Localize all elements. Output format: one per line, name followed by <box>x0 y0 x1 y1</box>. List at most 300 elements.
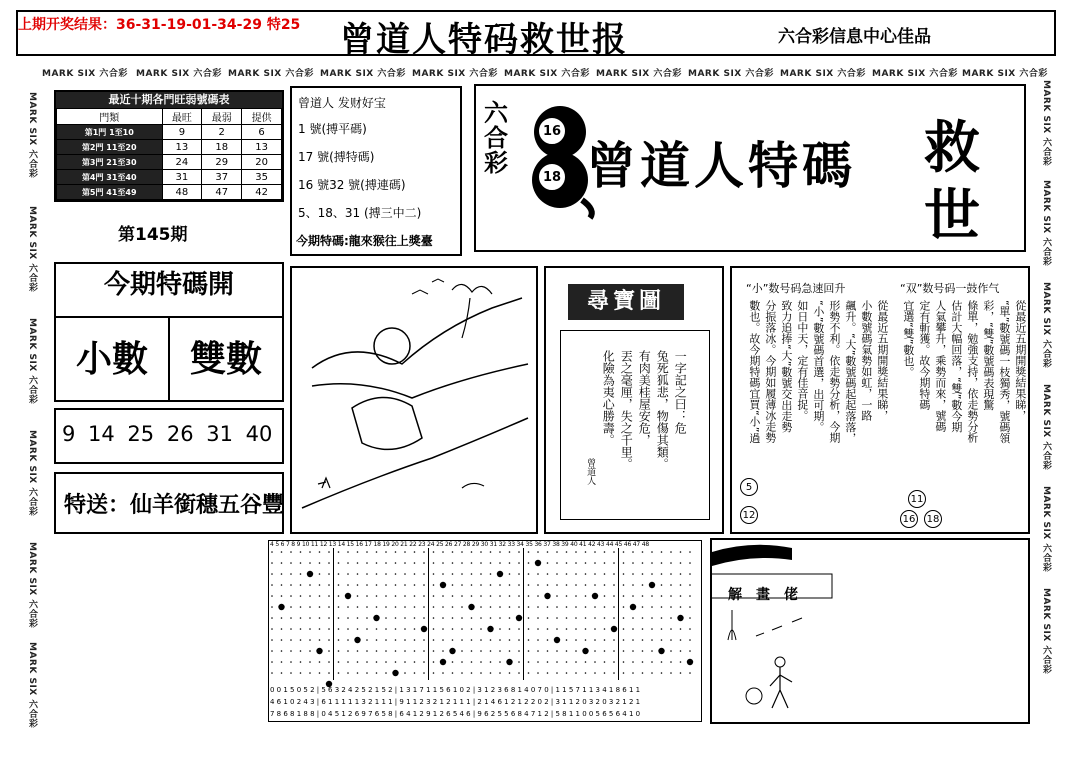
watermark-left-6: MARK SIX 六合彩 <box>27 642 37 728</box>
grid-dot <box>642 661 644 663</box>
analysis-line: 人氣攀升，乘勢而來，號碼 <box>933 300 947 432</box>
grid-dot <box>661 661 663 663</box>
grid-dot <box>328 672 330 674</box>
grid-dot <box>309 639 311 641</box>
grid-dot <box>376 661 378 663</box>
grid-dot <box>300 628 302 630</box>
grid-dot <box>414 650 416 652</box>
grid-dot <box>594 562 596 564</box>
grid-dot <box>471 617 473 619</box>
grid-dot <box>442 606 444 608</box>
grid-dot <box>566 661 568 663</box>
grid-dot <box>632 595 634 597</box>
special-code-open-title: 今期特碼開 <box>103 270 234 300</box>
grid-dot <box>556 628 558 630</box>
grid-dot <box>518 573 520 575</box>
grid-dot <box>642 650 644 652</box>
grid-dot <box>357 584 359 586</box>
grid-dot <box>499 628 501 630</box>
grid-mark <box>487 626 493 632</box>
grid-dot <box>385 672 387 674</box>
grid-dot <box>328 562 330 564</box>
grid-dot <box>366 628 368 630</box>
grid-dot <box>338 617 340 619</box>
analysis-line: 如日中天，定有佳音捉。 <box>795 300 809 421</box>
grid-dot <box>328 617 330 619</box>
previous-result: 上期开奖结果：36-31-19-01-34-29 特25 <box>18 17 301 33</box>
grid-dot <box>271 628 273 630</box>
grid-mark <box>611 626 617 632</box>
grid-dot <box>594 628 596 630</box>
grid-dot <box>290 606 292 608</box>
grid-dot <box>528 551 530 553</box>
grid-dot <box>395 617 397 619</box>
grid-dot <box>347 650 349 652</box>
grid-dot <box>423 606 425 608</box>
grid-dot <box>490 573 492 575</box>
grid-dot <box>661 672 663 674</box>
grid-dot <box>556 551 558 553</box>
grid-dot <box>414 584 416 586</box>
treasure-map-title: 尋寶圖 <box>568 284 684 320</box>
grid-dot <box>556 617 558 619</box>
grid-dot <box>499 672 501 674</box>
grid-dot <box>309 606 311 608</box>
grid-dot <box>480 595 482 597</box>
grid-dot <box>642 639 644 641</box>
grid-dot <box>281 628 283 630</box>
grid-dot <box>594 606 596 608</box>
grid-dot <box>471 595 473 597</box>
grid-mark <box>449 648 455 654</box>
grid-dot <box>490 584 492 586</box>
logo-main-title: 曾道人特碼 <box>586 136 856 195</box>
grid-dot <box>613 573 615 575</box>
grid-dot <box>366 595 368 597</box>
grid-dot <box>623 606 625 608</box>
grid-dot <box>680 595 682 597</box>
grid-dot <box>309 584 311 586</box>
grid-dot <box>623 551 625 553</box>
grid-dot <box>338 562 340 564</box>
grid-dot <box>366 650 368 652</box>
grid-dot <box>632 562 634 564</box>
grid-dot <box>385 661 387 663</box>
watermark-top-4: MARK SIX 六合彩 <box>320 69 406 79</box>
grid-dot <box>319 595 321 597</box>
grid-dot <box>376 551 378 553</box>
table-cell: 6 <box>242 125 282 140</box>
tips-line: 1 號(搏平碼) <box>298 122 367 136</box>
gate-label: 第2門 11至20 <box>57 140 163 155</box>
grid-dot <box>613 617 615 619</box>
grid-dot <box>585 595 587 597</box>
grid-dot <box>357 573 359 575</box>
grid-dot <box>604 551 606 553</box>
grid-mark <box>307 571 313 577</box>
grid-dot <box>347 639 349 641</box>
grid-dot <box>480 551 482 553</box>
grid-dot <box>471 551 473 553</box>
grid-dot <box>604 617 606 619</box>
grid-dot <box>689 628 691 630</box>
grid-dot <box>566 551 568 553</box>
grid-dot <box>575 617 577 619</box>
grid-mark <box>658 648 664 654</box>
grid-dot <box>547 551 549 553</box>
grid-dot <box>651 595 653 597</box>
grid-dot <box>433 639 435 641</box>
grid-dot <box>499 650 501 652</box>
grid-dot <box>385 606 387 608</box>
grid-dot <box>566 650 568 652</box>
grid-dot <box>556 584 558 586</box>
grid-dot <box>423 573 425 575</box>
grid-dot <box>689 672 691 674</box>
grid-dot <box>385 584 387 586</box>
grid-dot <box>490 606 492 608</box>
main-title: 曾道人特码救世报 <box>340 20 628 60</box>
grid-dot <box>404 562 406 564</box>
grid-mark <box>497 571 503 577</box>
grid-dot <box>670 617 672 619</box>
grid-dot <box>271 639 273 641</box>
grid-dot <box>642 617 644 619</box>
logo-ball-2: 18 <box>537 162 567 192</box>
grid-dot <box>528 628 530 630</box>
grid-dot <box>651 562 653 564</box>
grid-dot <box>689 639 691 641</box>
analysis-line: 致力追捧“大”數號交出走勢 <box>779 300 793 433</box>
grid-dot <box>585 672 587 674</box>
grid-dot <box>404 628 406 630</box>
grid-dot <box>338 606 340 608</box>
logo-mark-six-text: 六合彩 <box>484 98 508 178</box>
stats-header-cell: 最弱 <box>202 109 242 125</box>
grid-dot <box>632 551 634 553</box>
grid-dot <box>309 661 311 663</box>
analysis-line: “小”數號碼首選，出可期。 <box>811 300 825 433</box>
grid-dot <box>366 562 368 564</box>
grid-dot <box>338 628 340 630</box>
grid-mark <box>278 604 284 610</box>
grid-dot <box>452 595 454 597</box>
grid-dot <box>642 595 644 597</box>
grid-dot <box>471 661 473 663</box>
small-pick-ball: 5 <box>740 478 758 496</box>
interpreter-illustration <box>712 540 1028 722</box>
grid-dot <box>689 606 691 608</box>
grid-dot <box>556 595 558 597</box>
table-row <box>57 155 282 170</box>
grid-dot <box>347 584 349 586</box>
grid-dot <box>423 562 425 564</box>
grid-dot <box>300 650 302 652</box>
grid-dot <box>319 661 321 663</box>
grid-dot <box>433 562 435 564</box>
grid-mark <box>535 560 541 566</box>
grid-dot <box>613 551 615 553</box>
grid-dot <box>499 639 501 641</box>
grid-dot <box>594 650 596 652</box>
even-number-label: 雙數 <box>170 316 282 400</box>
grid-dot <box>366 606 368 608</box>
grid-dot <box>404 573 406 575</box>
grid-dot <box>670 562 672 564</box>
grid-dot <box>680 573 682 575</box>
grid-dot <box>566 606 568 608</box>
grid-dot <box>452 573 454 575</box>
grid-dot <box>528 661 530 663</box>
grid-dot <box>281 584 283 586</box>
grid-dot <box>385 617 387 619</box>
grid-dot <box>452 584 454 586</box>
grid-dot <box>604 628 606 630</box>
grid-dot <box>651 639 653 641</box>
grid-dot <box>442 672 444 674</box>
grid-dot <box>309 672 311 674</box>
grid-dot <box>547 628 549 630</box>
analysis-line: 定有斬獲。故今期特碼 <box>917 300 931 410</box>
grid-dot <box>670 551 672 553</box>
grid-dot <box>290 595 292 597</box>
grid-dot <box>642 672 644 674</box>
grid-dot <box>404 584 406 586</box>
analysis-line: 從最近五期開獎結果睇， <box>875 300 889 421</box>
grid-dot <box>623 617 625 619</box>
grid-dot <box>670 672 672 674</box>
grid-dot <box>689 617 691 619</box>
grid-dot <box>357 562 359 564</box>
grid-dot <box>670 606 672 608</box>
grid-dot <box>395 661 397 663</box>
grid-dot <box>670 639 672 641</box>
grid-dot <box>528 573 530 575</box>
grid-dot <box>670 573 672 575</box>
grid-dot <box>651 606 653 608</box>
grid-dot <box>271 551 273 553</box>
grid-dot <box>290 562 292 564</box>
watermark-top-8: MARK SIX 六合彩 <box>688 69 774 79</box>
grid-dot <box>575 661 577 663</box>
grid-dot <box>480 617 482 619</box>
watermark-left-3: MARK SIX 六合彩 <box>27 318 37 404</box>
poem-signature: 曾道人 <box>585 458 596 485</box>
table-cell: 13 <box>242 140 282 155</box>
grid-dot <box>680 562 682 564</box>
table-cell: 20 <box>242 155 282 170</box>
poem-line: 化險為夷心勝壽。 <box>601 350 616 446</box>
grid-dot <box>623 573 625 575</box>
grid-dot <box>433 650 435 652</box>
grid-dot <box>556 606 558 608</box>
grid-dot <box>547 606 549 608</box>
grid-dot <box>442 595 444 597</box>
grid-dot <box>585 661 587 663</box>
grid-dot <box>404 639 406 641</box>
grid-mark <box>582 648 588 654</box>
grid-dot <box>509 617 511 619</box>
grid-dot <box>537 595 539 597</box>
grid-dot <box>566 562 568 564</box>
grid-dot <box>366 573 368 575</box>
grid-dot <box>423 584 425 586</box>
grid-dot <box>376 628 378 630</box>
grid-dot <box>461 573 463 575</box>
table-cell: 9 <box>162 125 202 140</box>
grid-dot <box>414 573 416 575</box>
grid-dot <box>518 650 520 652</box>
grid-dot <box>376 639 378 641</box>
grid-dot <box>404 606 406 608</box>
grid-dot <box>585 562 587 564</box>
grid-dot <box>585 551 587 553</box>
grid-dot <box>338 672 340 674</box>
grid-dot <box>613 650 615 652</box>
analysis-line: 數也。故今期特碼宜買“小”過 <box>747 300 761 444</box>
gate-label: 第3門 21至30 <box>57 155 163 170</box>
grid-dot <box>623 650 625 652</box>
grid-dot <box>290 661 292 663</box>
grid-dot <box>537 573 539 575</box>
grid-dot <box>575 573 577 575</box>
grid-dot <box>271 617 273 619</box>
grid-dot <box>414 672 416 674</box>
grid-dot <box>642 584 644 586</box>
grid-dot <box>575 584 577 586</box>
grid-dot <box>480 661 482 663</box>
grid-dot <box>271 650 273 652</box>
grid-dot <box>689 595 691 597</box>
grid-mark <box>354 637 360 643</box>
grid-dot <box>366 551 368 553</box>
grid-dot <box>271 672 273 674</box>
grid-dot <box>271 595 273 597</box>
grid-dot <box>642 562 644 564</box>
grid-dot <box>623 562 625 564</box>
grid-dot <box>452 606 454 608</box>
grid-dot <box>566 672 568 674</box>
grid-dot <box>670 650 672 652</box>
watermark-left-2: MARK SIX 六合彩 <box>27 206 37 292</box>
grid-dot <box>461 661 463 663</box>
grid-dot <box>661 628 663 630</box>
grid-dot <box>613 639 615 641</box>
grid-dot <box>271 573 273 575</box>
grid-dot <box>604 584 606 586</box>
grid-dot <box>423 617 425 619</box>
analysis-line: 宜選“雙”數也。 <box>901 300 915 378</box>
grid-dot <box>290 573 292 575</box>
grid-dot <box>300 672 302 674</box>
grid-dot <box>309 628 311 630</box>
grid-dot <box>689 551 691 553</box>
table-cell: 42 <box>242 185 282 200</box>
grid-dot <box>290 650 292 652</box>
grid-dot <box>328 661 330 663</box>
watermark-top-1: MARK SIX 六合彩 <box>42 69 128 79</box>
grid-dot <box>347 551 349 553</box>
grid-dot <box>404 551 406 553</box>
grid-dot <box>604 639 606 641</box>
grid-dot <box>585 584 587 586</box>
grid-dot <box>566 617 568 619</box>
grid-dot <box>490 595 492 597</box>
analysis-line: 彩，“雙”數號碼表現驚 <box>981 300 995 411</box>
grid-dot <box>604 562 606 564</box>
grid-dot <box>461 628 463 630</box>
grid-dot <box>547 573 549 575</box>
grid-dot <box>338 584 340 586</box>
analysis-line: 飆升。“大”數號碼起起落落， <box>843 300 857 444</box>
grid-dot <box>651 628 653 630</box>
grid-dot <box>556 672 558 674</box>
special-code-line: 今期特碼:龍來猴往上獎臺 <box>296 234 433 248</box>
grid-dot <box>518 672 520 674</box>
grid-dot <box>395 606 397 608</box>
grid-dot <box>499 551 501 553</box>
table-cell: 29 <box>202 155 242 170</box>
grid-dot <box>547 639 549 641</box>
gate-label: 第4門 31至40 <box>57 170 163 185</box>
grid-dot <box>290 584 292 586</box>
grid-dot <box>442 551 444 553</box>
grid-dot <box>376 595 378 597</box>
grid-dot <box>509 639 511 641</box>
grid-dot <box>670 628 672 630</box>
grid-dot <box>651 672 653 674</box>
gate-label: 第1門 1至10 <box>57 125 163 140</box>
grid-dot <box>357 661 359 663</box>
grid-dot <box>604 595 606 597</box>
grid-dot <box>385 573 387 575</box>
grid-dot <box>537 639 539 641</box>
grid-dot <box>452 562 454 564</box>
grid-dot <box>357 606 359 608</box>
grid-dot <box>642 551 644 553</box>
grid-dot <box>528 617 530 619</box>
grid-dot <box>499 606 501 608</box>
grid-dot <box>309 617 311 619</box>
grid-mark <box>316 648 322 654</box>
watermark-right-6: MARK SIX 六合彩 <box>1041 588 1051 674</box>
grid-dot <box>442 639 444 641</box>
grid-dot <box>319 639 321 641</box>
grid-dot <box>309 562 311 564</box>
grid-dot <box>670 595 672 597</box>
grid-dot <box>442 650 444 652</box>
grid-dot <box>680 661 682 663</box>
grid-dot <box>290 617 292 619</box>
grid-dot <box>528 562 530 564</box>
grid-dot <box>376 584 378 586</box>
grid-dot <box>480 562 482 564</box>
watermark-right-2: MARK SIX 六合彩 <box>1041 180 1051 266</box>
grid-dot <box>480 584 482 586</box>
grid-dot <box>328 628 330 630</box>
grid-dot <box>537 606 539 608</box>
goat-illustration <box>292 268 536 532</box>
grid-dot <box>509 584 511 586</box>
tips-line: 17 號(搏特碼) <box>298 150 375 164</box>
grid-dot <box>471 562 473 564</box>
grid-dot <box>414 551 416 553</box>
grid-dot <box>632 672 634 674</box>
watermark-top-2: MARK SIX 六合彩 <box>136 69 222 79</box>
grid-dot <box>338 551 340 553</box>
stats-table <box>56 108 282 200</box>
grid-dot <box>480 650 482 652</box>
